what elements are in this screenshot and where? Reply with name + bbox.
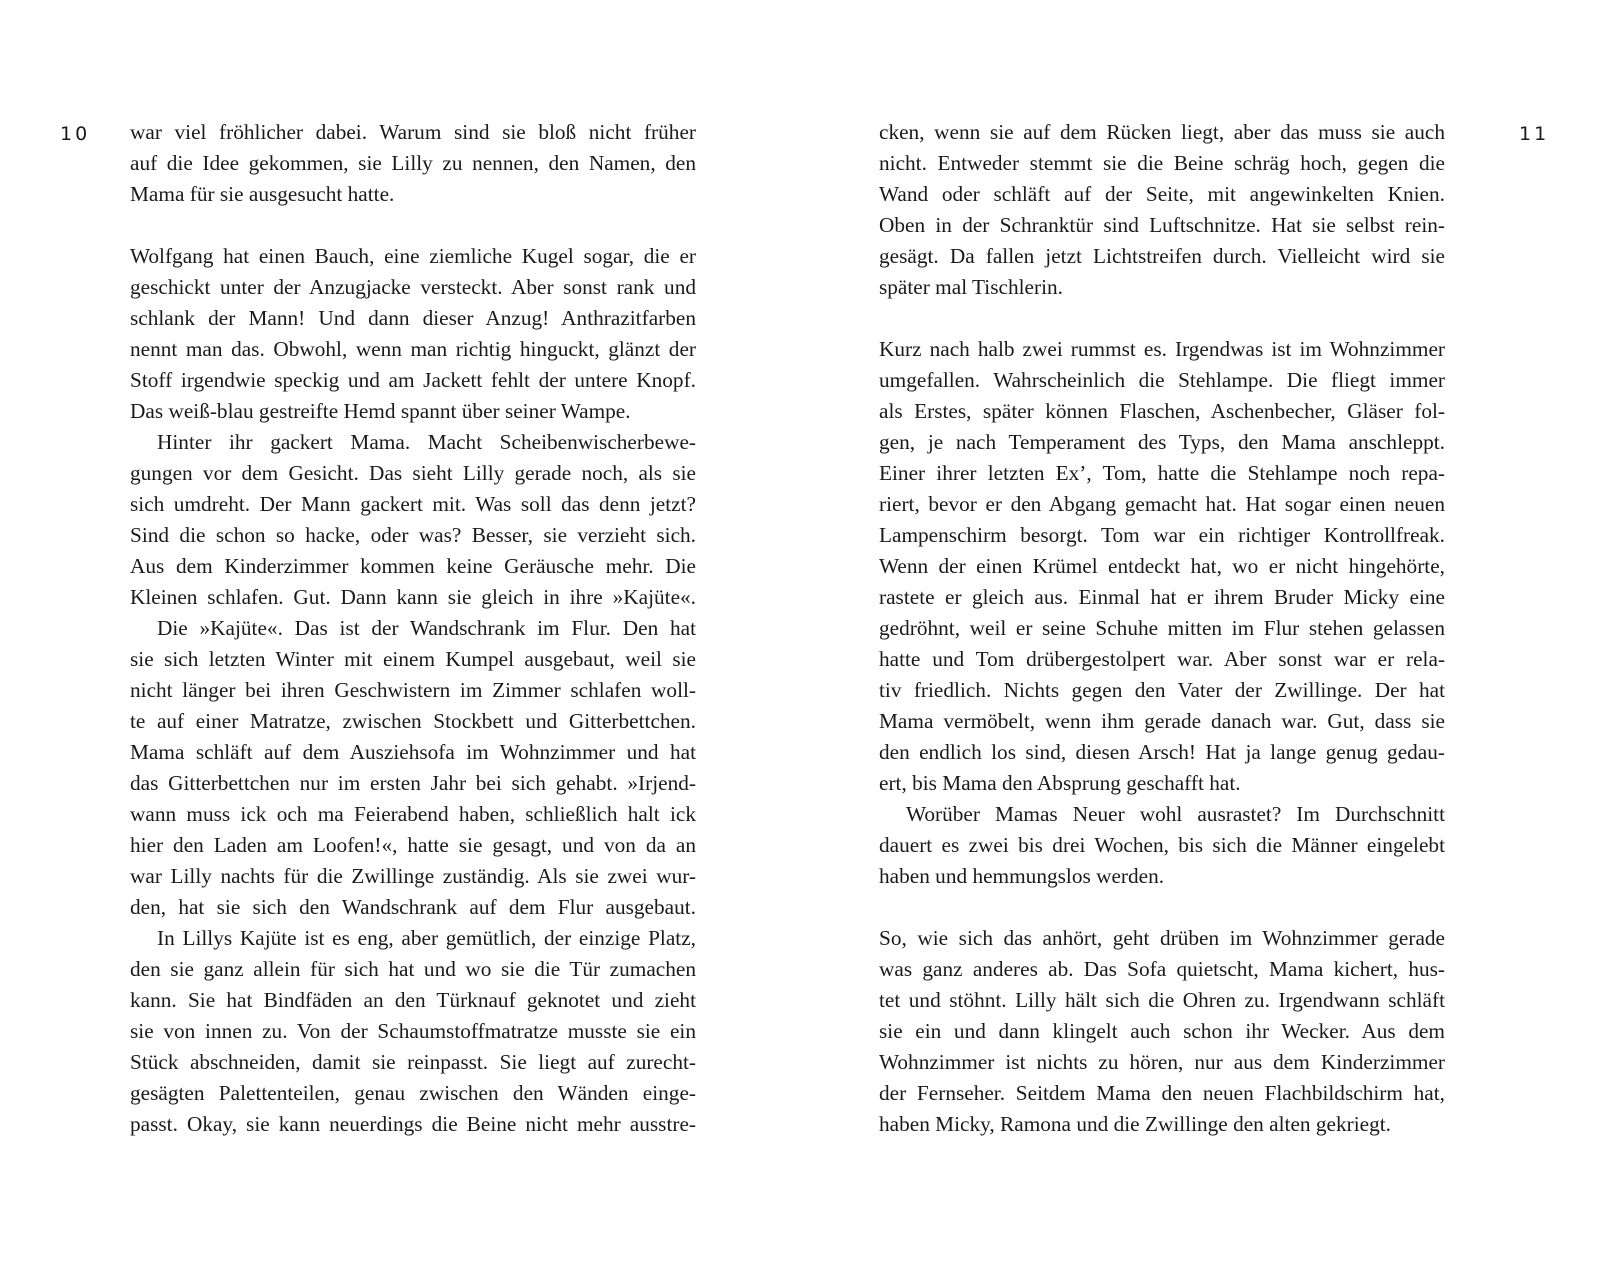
text-line: Wohnzimmer ist nichts zu hören, nur aus dem Kinderzimmer (879, 1050, 1445, 1074)
text-line: Einer ihrer letzten Ex’, Tom, hatte die Stehlampe noch repa- (879, 461, 1445, 485)
paragraph-gap (879, 892, 1445, 923)
right-page (800, 0, 1600, 1274)
text-line: So, wie sich das anhört, geht drüben im Wohnzimmer gerade (879, 926, 1445, 950)
text-line: später mal Tischlerin. (879, 275, 1063, 299)
text-line: Die »Kajüte«. Das ist der Wandschrank im Flur. Den hat (157, 616, 696, 640)
text-line: der Fernseher. Seitdem Mama den neuen Flachbildschirm hat, (879, 1081, 1445, 1105)
body-text (130, 117, 696, 1140)
text-line: gesägten Palettenteilen, genau zwischen den Wänden einge- (130, 1081, 696, 1105)
text-line: dauert es zwei bis drei Wochen, bis sich die Männer eingelebt (879, 833, 1445, 857)
text-line: te auf einer Matratze, zwischen Stockbett und Gitterbettchen. (130, 709, 696, 733)
text-line: hier den Laden am Loofen!«, hatte sie gesagt, und von da an (130, 833, 696, 857)
text-line: wann muss ick och ma Feierabend haben, schließlich halt ick (130, 802, 696, 826)
text-line: haben und hemmungslos werden. (879, 864, 1165, 888)
text-line: war Lilly nachts für die Zwillinge zuständig. Als sie zwei wur- (130, 864, 696, 888)
text-line: Aus dem Kinderzimmer kommen keine Geräusche mehr. Die (130, 554, 696, 578)
text-line: riert, bevor er den Abgang gemacht hat. Hat sogar einen neuen (879, 492, 1445, 516)
text-line: geschickt unter der Anzugjacke versteckt. Aber sonst rank und (130, 275, 696, 299)
text-line: nennt man das. Obwohl, wenn man richtig hinguckt, glänzt der (130, 337, 696, 361)
text-line: cken, wenn sie auf dem Rücken liegt, aber das muss sie auch (879, 120, 1445, 144)
text-line: den endlich los sind, diesen Arsch! Hat ja lange genug gedau- (879, 740, 1445, 764)
paragraph-gap (130, 210, 696, 241)
text-line: Sind die schon so hacke, oder was? Besser, sie verzieht sich. (130, 523, 696, 547)
text-line: Stück abschneiden, damit sie reinpasst. Sie liegt auf zurecht- (130, 1050, 696, 1074)
text-line: Hinter ihr gackert Mama. Macht Scheibenwischerbewe- (157, 430, 696, 454)
text-line: schlank der Mann! Und dann dieser Anzug! Anthrazitfarben (130, 306, 696, 330)
text-line: tiv friedlich. Nichts gegen den Vater der Zwillinge. Der hat (879, 678, 1445, 702)
text-line: ert, bis Mama den Absprung geschafft hat. (879, 771, 1241, 795)
text-line: hatte und Tom drübergestolpert war. Aber sonst war er rela- (879, 647, 1445, 671)
text-line: umgefallen. Wahrscheinlich die Stehlampe. Die fliegt immer (879, 368, 1445, 392)
text-line: sich umdreht. Der Mann gackert mit. Was soll das denn jetzt? (130, 492, 696, 516)
text-line: gesägt. Da fallen jetzt Lichtstreifen durch. Vielleicht wird sie (879, 244, 1445, 268)
text-line: Wolfgang hat einen Bauch, eine ziemliche Kugel sogar, die er (130, 244, 696, 268)
text-line: war viel fröhlicher dabei. Warum sind sie bloß nicht früher (130, 120, 696, 144)
text-line: Lampenschirm besorgt. Tom war ein richtiger Kontrollfreak. (879, 523, 1445, 547)
text-line: Wand oder schläft auf der Seite, mit angewinkelten Knien. (879, 182, 1445, 206)
text-line: Stoff irgendwie speckig und am Jackett fehlt der untere Knopf. (130, 368, 696, 392)
text-line: gedröhnt, weil er seine Schuhe mitten im Flur stehen gelassen (879, 616, 1445, 640)
text-line: passt. Okay, sie kann neuerdings die Beine nicht mehr ausstre- (130, 1112, 696, 1136)
text-line: als Erstes, später können Flaschen, Aschenbecher, Gläser fol- (879, 399, 1445, 423)
text-line: Mama schläft auf dem Ausziehsofa im Wohnzimmer und hat (130, 740, 696, 764)
text-line: kann. Sie hat Bindfäden an den Türknauf geknotet und zieht (130, 988, 696, 1012)
text-line: auf die Idee gekommen, sie Lilly zu nennen, den Namen, den (130, 151, 696, 175)
text-line: Kleinen schlafen. Gut. Dann kann sie gleich in ihre »Kajüte«. (130, 585, 696, 609)
text-line: sie sich letzten Winter mit einem Kumpel ausgebaut, weil sie (130, 647, 696, 671)
text-line: was ganz anderes ab. Das Sofa quietscht, Mama kichert, hus- (879, 957, 1445, 981)
text-line: Kurz nach halb zwei rummst es. Irgendwas ist im Wohnzimmer (879, 337, 1445, 361)
text-line: In Lillys Kajüte ist es eng, aber gemütlich, der einzige Platz, (157, 926, 696, 950)
body-text (879, 117, 1445, 1140)
text-line: nicht. Entweder stemmt sie die Beine schräg hoch, gegen die (879, 151, 1445, 175)
text-line: Mama vermöbelt, wenn ihm gerade danach war. Gut, dass sie (879, 709, 1445, 733)
text-line: haben Micky, Ramona und die Zwillinge den alten gekriegt. (879, 1112, 1391, 1136)
text-line: Das weiß-blau gestreifte Hemd spannt über seiner Wampe. (130, 399, 631, 423)
page-number: 10 (60, 123, 91, 145)
text-line: das Gitterbettchen nur im ersten Jahr bei sich gehabt. »Irjend- (130, 771, 696, 795)
text-line: den, hat sie sich den Wandschrank auf dem Flur ausgebaut. (130, 895, 696, 919)
text-line: Wenn der einen Krümel entdeckt hat, wo er nicht hingehörte, (879, 554, 1445, 578)
text-line: sie ein und dann klingelt auch schon ihr Wecker. Aus dem (879, 1019, 1445, 1043)
text-line: tet und stöhnt. Lilly hält sich die Ohren zu. Irgendwann schläft (879, 988, 1445, 1012)
page-number: 11 (1519, 123, 1550, 145)
text-line: gungen vor dem Gesicht. Das sieht Lilly gerade noch, als sie (130, 461, 696, 485)
text-line: gen, je nach Temperament des Typs, den Mama anschleppt. (879, 430, 1445, 454)
text-line: Mama für sie ausgesucht hatte. (130, 182, 395, 206)
text-line: den sie ganz allein für sich hat und wo sie die Tür zumachen (130, 957, 696, 981)
text-line: sie von innen zu. Von der Schaumstoffmatratze musste sie ein (130, 1019, 696, 1043)
text-line: rastete er gleich aus. Einmal hat er ihrem Bruder Micky eine (879, 585, 1445, 609)
text-line: Worüber Mamas Neuer wohl ausrastet? Im Durchschnitt (906, 802, 1445, 826)
paragraph-gap (879, 303, 1445, 334)
text-line: Oben in der Schranktür sind Luftschnitze. Hat sie selbst rein- (879, 213, 1445, 237)
text-line: nicht länger bei ihren Geschwistern im Zimmer schlafen woll- (130, 678, 696, 702)
